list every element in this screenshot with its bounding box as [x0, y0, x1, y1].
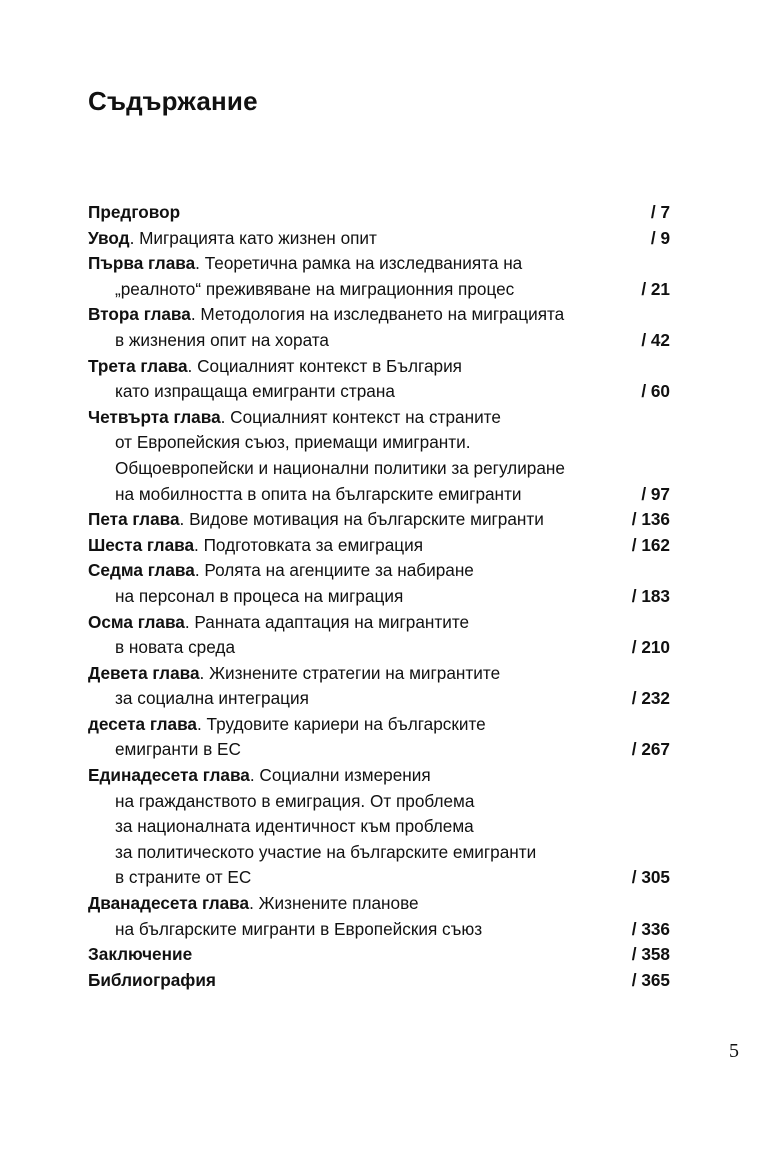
chapter-description: . Жизнените стратегии на мигрантите — [199, 662, 501, 683]
toc-entry-continuation-line — [88, 635, 670, 661]
chapter-description: . Социалният контекст на страните — [220, 406, 501, 427]
chapter-label: Заключение — [88, 944, 193, 965]
chapter-description: . Трудовите кариери на българските — [197, 713, 486, 734]
chapter-description: . Теоретична рамка на изследванията на — [195, 253, 523, 274]
toc-entry-first-line — [88, 891, 670, 917]
toc-entry-first-line — [88, 200, 670, 226]
page-reference: / 42 — [641, 329, 670, 350]
chapter-label: Дванадесета глава — [88, 893, 250, 914]
toc-entry-continuation-line — [88, 277, 670, 303]
toc-entry-first-line — [88, 507, 670, 533]
toc-entry — [88, 251, 670, 302]
chapter-label: Седма глава — [88, 560, 195, 581]
toc-entry — [88, 661, 670, 712]
page-reference: / 305 — [631, 867, 670, 888]
toc-entry-continuation-line — [88, 482, 670, 508]
toc-entry-first-line — [88, 942, 670, 968]
table-of-contents — [88, 200, 670, 993]
chapter-label: Втора глава — [88, 304, 191, 325]
toc-entry — [88, 712, 670, 763]
toc-entry-continuation-line — [88, 328, 670, 354]
toc-entry — [88, 968, 670, 994]
toc-entry-first-line — [88, 763, 670, 789]
toc-entry-continuation-line — [88, 584, 670, 610]
page-reference: / 267 — [631, 739, 670, 760]
chapter-description: като изпращаща емигранти страна — [115, 381, 395, 402]
chapter-description: . Социалният контекст в България — [187, 355, 462, 376]
toc-entry — [88, 942, 670, 968]
chapter-label: Трета глава — [88, 355, 188, 376]
toc-entry-first-line — [88, 354, 670, 380]
page-reference: / 21 — [641, 278, 670, 299]
chapter-description: . Ранната адаптация на мигрантите — [184, 611, 470, 632]
chapter-description: Общоевропейски и национални политики за регулиране — [115, 457, 565, 478]
page-reference: / 210 — [631, 637, 670, 658]
toc-entry-continuation-line — [88, 379, 670, 405]
toc-entry-first-line — [88, 302, 670, 328]
chapter-label: Девета глава — [88, 662, 200, 683]
chapter-label: Увод — [88, 227, 130, 248]
toc-entry — [88, 533, 670, 559]
toc-entry — [88, 302, 670, 353]
page-reference: / 97 — [641, 483, 670, 504]
toc-entry — [88, 405, 670, 507]
toc-entry — [88, 200, 670, 226]
toc-entry-continuation-line — [88, 814, 670, 840]
page-reference: / 232 — [631, 688, 670, 709]
toc-entry-continuation-line — [88, 789, 670, 815]
toc-entry — [88, 354, 670, 405]
chapter-description: . Видове мотивация на българските мигранти — [179, 509, 544, 530]
chapter-description: за националната идентичност към проблема — [115, 816, 474, 837]
toc-entry-continuation-line — [88, 840, 670, 866]
toc-entry-first-line — [88, 226, 670, 252]
toc-entry-first-line — [88, 251, 670, 277]
chapter-description: на персонал в процеса на миграция — [115, 585, 404, 606]
toc-entry-continuation-line — [88, 456, 670, 482]
chapter-description: . Подготовката за емиграция — [194, 534, 424, 555]
chapter-label: десета глава — [88, 713, 197, 734]
page-number: 5 — [729, 1040, 739, 1062]
toc-entry-continuation-line — [88, 430, 670, 456]
chapter-description: . Жизнените планове — [249, 893, 419, 914]
page-reference: / 336 — [631, 918, 670, 939]
page-title: Съдържание — [88, 86, 258, 116]
chapter-description: емигранти в ЕС — [115, 739, 241, 760]
chapter-label: Единадесета глава — [88, 765, 250, 786]
page-reference: / 60 — [641, 381, 670, 402]
chapter-label: Шеста глава — [88, 534, 195, 555]
chapter-description: за политическото участие на българските емигранти — [115, 841, 537, 862]
page-reference: / 358 — [631, 944, 670, 965]
toc-entry-continuation-line — [88, 737, 670, 763]
toc-entry — [88, 610, 670, 661]
chapter-description: на мобилността в опита на българските емигранти — [115, 483, 522, 504]
toc-entry-first-line — [88, 968, 670, 994]
toc-entry-continuation-line — [88, 686, 670, 712]
toc-entry-continuation-line — [88, 917, 670, 943]
chapter-description: в новата среда — [115, 637, 236, 658]
chapter-description: . Методология на изследването на миграцията — [190, 304, 565, 325]
chapter-description: за социална интеграция — [115, 688, 309, 709]
chapter-description: . Миграцията като жизнен опит — [129, 227, 377, 248]
chapter-description: . Ролята на агенциите за набиране — [194, 560, 474, 581]
page-reference: / 7 — [650, 202, 670, 222]
toc-entry-first-line — [88, 405, 670, 431]
chapter-label: Първа глава — [88, 253, 196, 274]
page-reference: / 365 — [631, 969, 670, 990]
page-reference: / 183 — [631, 585, 670, 606]
toc-entry-first-line — [88, 533, 670, 559]
chapter-description: . Социални измерения — [249, 765, 431, 786]
chapter-description: на гражданството в емиграция. От проблема — [115, 790, 475, 811]
chapter-label: Пета глава — [88, 509, 180, 530]
toc-entry — [88, 226, 670, 252]
toc-entry-first-line — [88, 610, 670, 636]
page-reference: / 9 — [650, 227, 670, 248]
chapter-description: в страните от ЕС — [115, 867, 252, 888]
chapter-label: Осма глава — [88, 611, 185, 632]
page-reference: / 136 — [631, 509, 670, 530]
chapter-description: „реалното“ преживяване на миграционния процес — [115, 278, 515, 299]
toc-entry-first-line — [88, 712, 670, 738]
chapter-label: Библиография — [88, 969, 216, 990]
toc-entry-first-line — [88, 558, 670, 584]
page-reference: / 162 — [631, 534, 670, 555]
toc-entry-first-line — [88, 661, 670, 687]
toc-entry — [88, 891, 670, 942]
chapter-description: на българските мигранти в Европейския съюз — [115, 918, 483, 939]
chapter-label: Предговор — [88, 202, 181, 222]
toc-entry-continuation-line — [88, 865, 670, 891]
toc-entry — [88, 507, 670, 533]
chapter-label: Четвърта глава — [88, 406, 221, 427]
toc-entry — [88, 763, 670, 891]
chapter-description: в жизнения опит на хората — [115, 329, 329, 350]
toc-entry — [88, 558, 670, 609]
chapter-description: от Европейския съюз, приемащи имигранти. — [115, 432, 471, 453]
